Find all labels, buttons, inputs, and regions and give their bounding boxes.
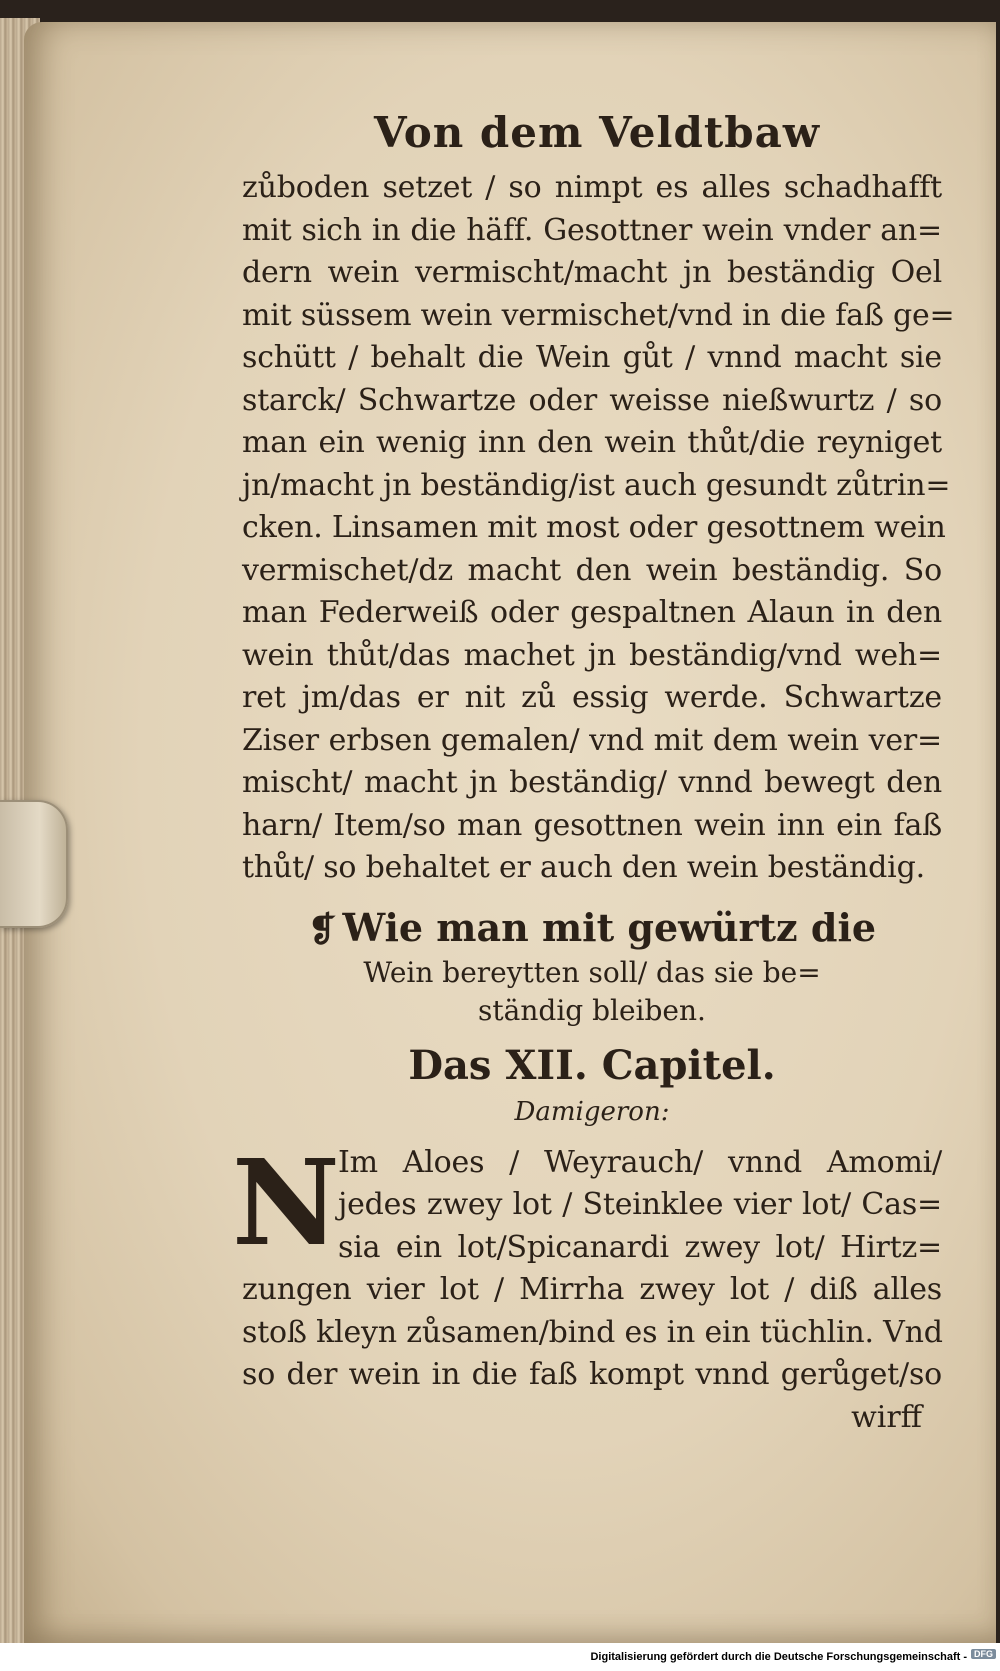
digitization-footer — [0, 1643, 1000, 1671]
running-head: Von dem Veldtbaw — [374, 108, 820, 157]
catchword: wirff — [851, 1399, 922, 1435]
text-line: man Federweiß oder gespaltnen Alaun in den — [242, 595, 942, 630]
section-heading-line — [242, 904, 942, 954]
text-line: zungen vier lot / Mirrha zwey lot / diß alles — [242, 1272, 942, 1307]
text-line: Im Aloes / Weyrauch/ vnnd Amomi/ — [338, 1144, 942, 1180]
chapter-title: Das XII. Capitel. — [408, 1041, 776, 1089]
body-text — [242, 167, 955, 890]
text-line: ret jm/das er nit zů essig werde. Schwartze — [242, 680, 942, 715]
decorated-initial: N — [232, 1132, 340, 1272]
pilcrow-icon: ❡ — [307, 909, 337, 950]
text-line: jedes zwey lot / Steinklee vier lot/ Cas= — [338, 1187, 942, 1222]
text-line: sia ein lot/Spicanardi zwey lot/ Hirtz= — [338, 1229, 942, 1265]
book-clasp — [0, 800, 68, 928]
dfg-logo: DFG — [971, 1649, 996, 1659]
text-line: schütt / behalt die Wein gůt / vnnd macht sie — [242, 340, 942, 375]
text-line: vermischet/dz macht den wein beständig. So — [242, 552, 942, 588]
text-line: man ein wenig inn den wein thůt/die reyniget — [242, 425, 942, 460]
text-line: mit sich in die häff. Gesottner wein vnder an= — [242, 212, 942, 248]
text-line: mit süssem wein vermischet/vnd in die faß ge= — [242, 297, 955, 333]
text-line: stoß kleyn zůsamen/bind es in ein tüchlin. Vnd — [242, 1314, 943, 1350]
text-line: so der wein in die faß kompt vnnd gerůget/so — [242, 1357, 942, 1392]
text-line: jn/macht jn beständig/ist auch gesundt zůtrin= — [242, 467, 951, 503]
text-line: cken. Linsamen mit most oder gesottnem wein — [242, 510, 946, 545]
author-name: Damigeron: — [514, 1096, 670, 1127]
section-heading — [242, 904, 942, 1030]
text-line: wein thůt/das machet jn beständig/vnd weh= — [242, 637, 942, 673]
text-line: mischt/ macht jn beständig/ vnnd bewegt den — [242, 765, 942, 800]
text-line: zůboden setzet / so nimpt es alles schadhafft — [242, 170, 942, 205]
text-line: thůt/ so behaltet er auch den wein beständig. — [242, 850, 925, 885]
text-line: harn/ Item/so man gesottnen wein inn ein faß — [242, 807, 942, 843]
section-heading-text: Wie man mit gewürtz die — [342, 904, 877, 950]
section-heading-line: ständig bleiben. — [478, 993, 706, 1027]
recipe-paragraph — [232, 1132, 943, 1439]
text-line: dern wein vermischt/macht jn beständig Oel — [242, 255, 942, 290]
funding-credit: Digitalisierung gefördert durch die Deutsche Forschungsgemeinschaft - — [590, 1651, 967, 1663]
text-block — [232, 108, 955, 1439]
text-line: starck/ Schwartze oder weisse nießwurtz / so — [242, 382, 942, 418]
section-heading-line: Wein bereytten soll/ das sie be= — [363, 955, 821, 989]
text-line: Ziser erbsen gemalen/ vnd mit dem wein ver= — [242, 722, 942, 758]
